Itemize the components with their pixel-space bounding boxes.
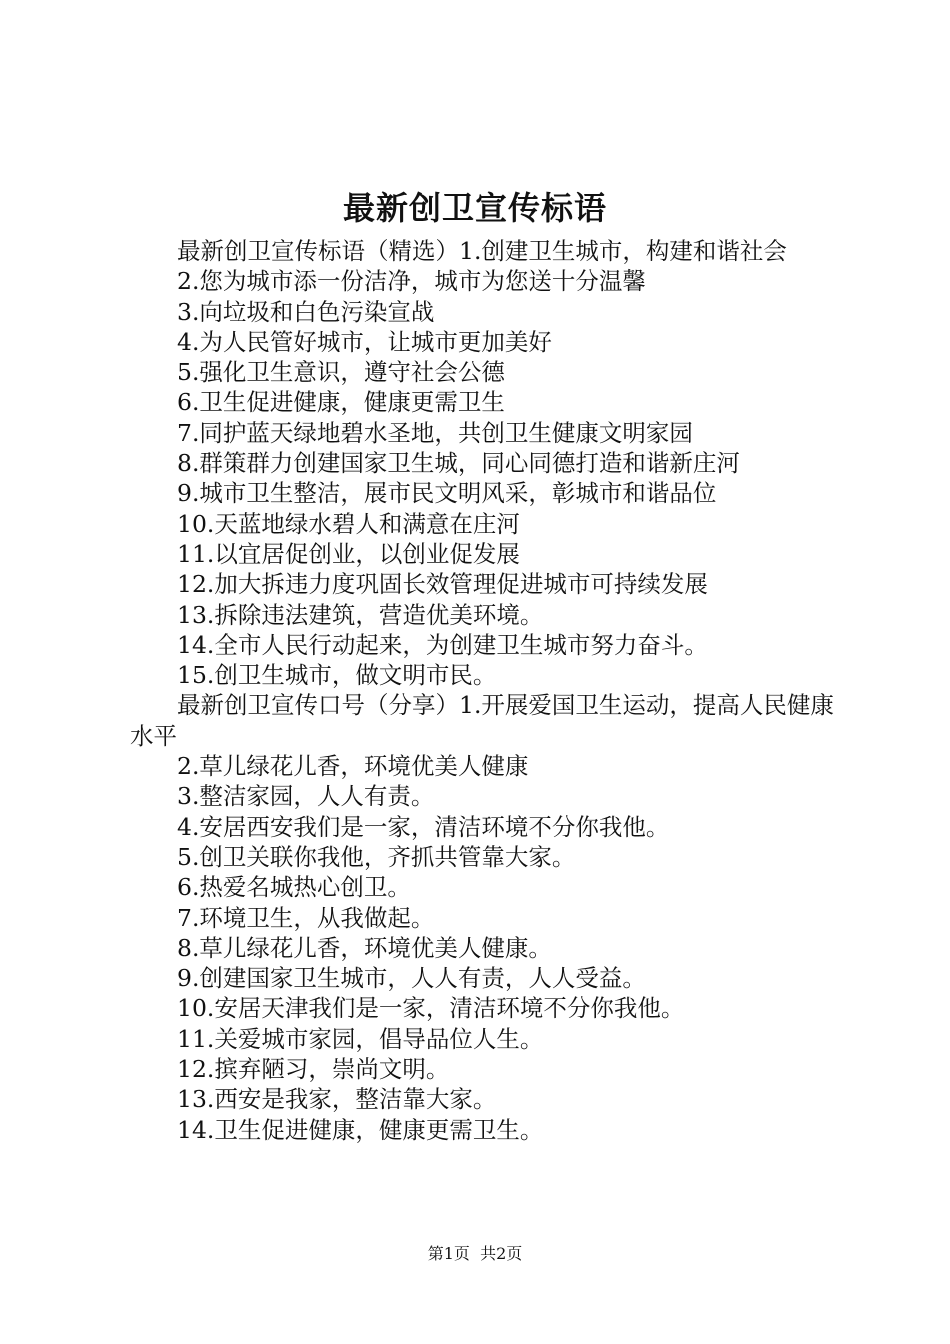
list-item: 11.以宜居促创业，以创业促发展 (177, 539, 520, 568)
list-item: 10.安居天津我们是一家，清洁环境不分你我他。 (177, 994, 685, 1023)
list-item: 3.整洁家园，人人有责。 (177, 782, 435, 811)
list-item: 9.创建国家卫生城市，人人有责，人人受益。 (177, 964, 646, 993)
list-item: 6.卫生促进健康，健康更需卫生 (177, 388, 505, 417)
list-item: 7.同护蓝天绿地碧水圣地，共创卫生健康文明家园 (177, 418, 693, 447)
section1-intro: 最新创卫宣传标语（精选）1.创建卫生城市，构建和谐社会 (177, 237, 787, 265)
section2-intro: 最新创卫宣传口号（分享）1.开展爱国卫生运动，提高人民健康水平 (130, 691, 834, 750)
list-item: 14.卫生促进健康，健康更需卫生。 (177, 1115, 544, 1144)
list-item: 13.西安是我家，整洁靠大家。 (177, 1085, 497, 1114)
list-item: 5.创卫关联你我他，齐抓共管靠大家。 (177, 842, 576, 871)
list-item: 9.城市卫生整洁，展市民文明风采，彰城市和谐品位 (177, 479, 717, 508)
list-item: 5.强化卫生意识，遵守社会公德 (177, 358, 505, 387)
list-item: 6.热爱名城热心创卫。 (177, 873, 411, 902)
list-item: 12.摈弃陋习，崇尚文明。 (177, 1055, 450, 1084)
list-item: 15.创卫生城市，做文明市民。 (177, 661, 497, 690)
list-item: 7.环境卫生，从我做起。 (177, 903, 435, 932)
list-item: 12.加大拆违力度巩固长效管理促进城市可持续发展 (177, 570, 708, 599)
list-item: 10.天蓝地绿水碧人和满意在庄河 (177, 509, 520, 538)
list-item: 14.全市人民行动起来，为创建卫生城市努力奋斗。 (177, 630, 708, 659)
document-body (130, 236, 835, 1145)
list-item: 2.您为城市添一份洁净，城市为您送十分温馨 (177, 267, 646, 296)
page-footer: 第1页 共2页 (427, 1244, 523, 1263)
list-item: 2.草儿绿花儿香，环境优美人健康 (177, 752, 529, 781)
list-item: 11.关爱城市家园，倡导品位人生。 (177, 1024, 544, 1053)
list-item: 3.向垃圾和白色污染宣战 (177, 297, 435, 326)
list-item: 4.为人民管好城市，让城市更加美好 (177, 327, 552, 356)
list-item: 8.草儿绿花儿香，环境优美人健康。 (177, 933, 552, 962)
list-item: 4.安居西安我们是一家，清洁环境不分你我他。 (177, 812, 670, 841)
list-item: 8.群策群力创建国家卫生城，同心同德打造和谐新庄河 (177, 449, 740, 478)
list-item: 13.拆除违法建筑，营造优美环境。 (177, 600, 544, 629)
page-title: 最新创卫宣传标语 (342, 189, 607, 227)
